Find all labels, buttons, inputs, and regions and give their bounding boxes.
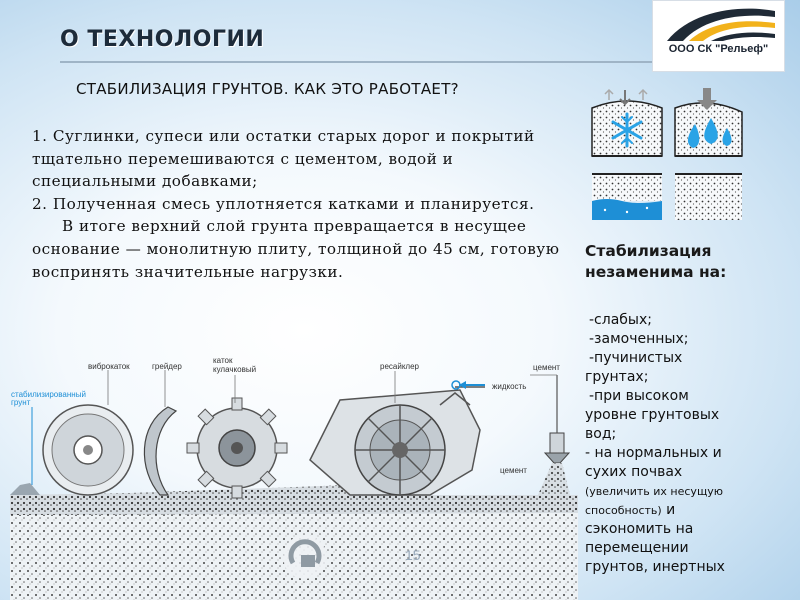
page-title: О ТЕХНОЛОГИИ xyxy=(60,27,265,52)
sidebar-heading-line-2: незаменима на: xyxy=(585,263,727,281)
list-item: сэкономить на xyxy=(585,521,694,537)
list-item: грунтах; xyxy=(585,369,649,385)
sidebar-list xyxy=(585,311,790,577)
sidebar-heading xyxy=(585,241,790,283)
cement-feeder xyxy=(538,375,570,495)
wet-soil-block xyxy=(675,88,742,156)
sidebar-heading-line-1: Стабилизация xyxy=(585,242,712,260)
groundwater-soil-block xyxy=(592,174,662,220)
section-subtitle: СТАБИЛИЗАЦИЯ ГРУНТОВ. КАК ЭТО РАБОТАЕТ? xyxy=(76,80,459,98)
label-leaders xyxy=(108,370,557,407)
recycle-logo-icon xyxy=(283,535,327,579)
soil-layers-illustration xyxy=(587,86,787,236)
liquid-injection-arrow xyxy=(452,381,485,389)
vibro-roller-drum xyxy=(43,405,133,495)
label-stabilized-ground: стабилизированный грунт xyxy=(11,390,86,407)
header-divider xyxy=(60,61,652,63)
grader-blade xyxy=(144,407,176,495)
list-item: -замоченных; xyxy=(589,331,689,347)
label-vibro-roller: виброкаток xyxy=(88,362,130,371)
step-2-text: 2. Полученная смесь уплотняется катками и планируется. xyxy=(32,194,535,213)
list-item: способность) xyxy=(585,504,662,517)
label-cement-bottom: цемент xyxy=(500,466,527,475)
logo-company-name: ООО СК "Рельеф" xyxy=(668,43,769,55)
list-item: перемещении xyxy=(585,540,689,556)
cam-roller xyxy=(187,398,287,498)
list-item: -слабых; xyxy=(589,312,652,328)
step-1-text: 1. Суглинки, супеси или остатки старых дорог и покрытий тщательно перемешиваются с цементом, водой и специальными добавками; xyxy=(32,127,535,191)
list-item: -при высоком xyxy=(589,388,689,404)
road-logo-icon xyxy=(653,1,784,46)
list-item: (увеличить их несущую xyxy=(585,485,724,498)
label-cam-roller-1: каток xyxy=(213,356,233,365)
page-number: 15 xyxy=(405,547,421,563)
list-item: -пучинистых xyxy=(589,350,683,366)
label-grader: грейдер xyxy=(152,362,182,371)
list-item: вод; xyxy=(585,426,617,442)
label-cam-roller-2: кулачковый xyxy=(213,365,257,374)
label-recycler: ресайклер xyxy=(380,362,419,371)
company-logo xyxy=(652,0,785,72)
list-item: уровне грунтовых xyxy=(585,407,720,423)
list-item: и xyxy=(666,502,676,518)
recycler-machine xyxy=(310,387,485,495)
label-liquid: жидкость xyxy=(492,382,527,391)
body-text xyxy=(32,125,562,283)
result-text: В итоге верхний слой грунта превращается в несущее основание — монолитную плиту, толщиной до 45 см, готовую воспринять значительные нагрузки. xyxy=(32,217,560,281)
list-item: - на нормальных и xyxy=(585,445,722,461)
label-cement-top: цемент xyxy=(533,363,560,372)
list-item: грунтов, инертных xyxy=(585,559,725,575)
dry-soil-block xyxy=(675,174,742,220)
list-item: сухих почвах xyxy=(585,464,683,480)
